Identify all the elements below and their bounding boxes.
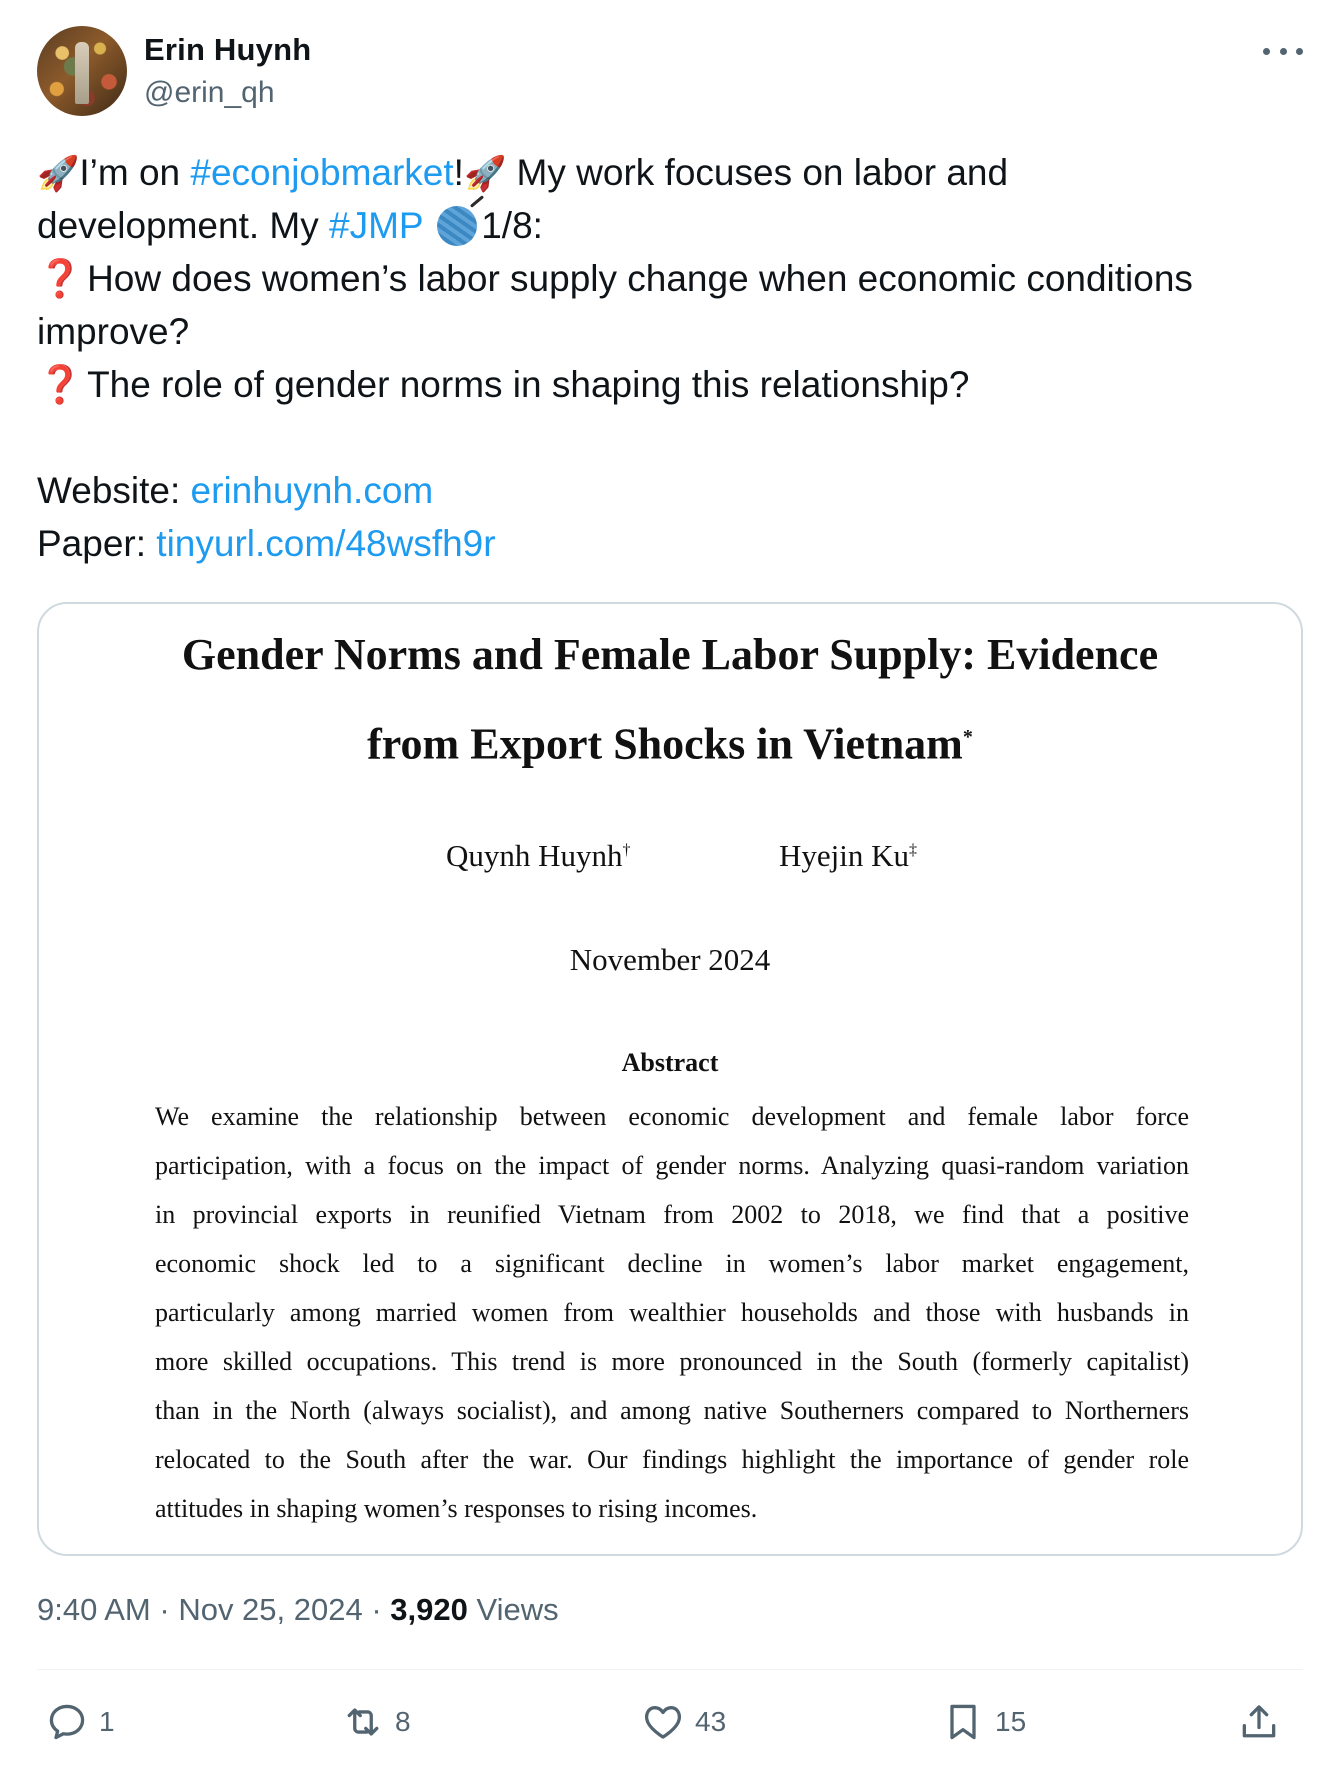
tweet-header: [37, 26, 1303, 118]
text-segment: How does women’s labor supply change when economic conditions: [87, 258, 1193, 299]
question-mark-icon: ❓: [37, 363, 84, 406]
abstract-line: We examine the relationship between economic development and female labor force: [155, 1102, 1189, 1131]
author-handle[interactable]: @erin_qh: [144, 76, 275, 109]
views-count: 3,920: [390, 1592, 468, 1627]
text-segment: My work focuses on labor and: [506, 152, 1009, 193]
paper-screenshot: [39, 602, 1301, 1523]
paper-date: November 2024: [569, 942, 771, 977]
title-footnote-mark: *: [962, 726, 973, 748]
yarn-icon: [437, 206, 477, 246]
text-segment: I’m on: [79, 152, 191, 193]
reply-icon: [45, 1700, 89, 1744]
views-label: Views: [467, 1592, 559, 1627]
author-name[interactable]: Erin Huynh: [144, 32, 312, 67]
avatar[interactable]: [37, 26, 127, 116]
text-segment: !: [453, 152, 464, 193]
website-link[interactable]: erinhuynh.com: [190, 470, 434, 511]
text-line-5: [37, 358, 1303, 411]
tweet-text: [37, 146, 1303, 570]
text-line-website: [37, 464, 1303, 517]
abstract-line: more skilled occupations. This trend is more pronounced in the South (formerly capitalist): [155, 1347, 1189, 1376]
rocket-icon: 🚀: [463, 154, 507, 194]
post-date[interactable]: Nov 25, 2024: [178, 1592, 363, 1627]
text-segment: development. My: [37, 205, 330, 246]
hashtag-jmp[interactable]: #JMP: [329, 205, 423, 246]
like-button[interactable]: [641, 1696, 726, 1748]
author-2-name: Hyejin Ku: [779, 838, 910, 873]
text-line-paper: [37, 517, 1303, 570]
text-line-4: [37, 305, 1303, 358]
more-options-icon[interactable]: [1263, 36, 1303, 66]
paper-title-line-2: [39, 696, 1301, 786]
bookmark-count: 15: [995, 1706, 1027, 1737]
abstract-line: economic shock led to a significant decline in women’s labor market engagement,: [155, 1249, 1189, 1278]
paper-title-line-2-text: from Export Shocks in Vietnam: [367, 719, 963, 769]
abstract-heading: Abstract: [621, 1048, 719, 1077]
website-label: Website:: [37, 470, 191, 511]
repost-icon: [341, 1700, 385, 1744]
paper-author-1: [446, 838, 631, 874]
paper-link[interactable]: tinyurl.com/48wsfh9r: [156, 523, 496, 564]
paper-title: [39, 614, 1301, 786]
abstract-line: than in the North (always socialist), and among native Southerners compared to Northerners: [155, 1396, 1189, 1425]
author-2-mark: ‡: [909, 841, 918, 859]
like-count: 43: [695, 1706, 727, 1737]
abstract-line: participation, with a focus on the impact of gender norms. Analyzing quasi-random variation: [155, 1151, 1189, 1180]
text-segment: improve?: [37, 311, 190, 352]
attached-image[interactable]: [37, 602, 1303, 1556]
abstract-line: in provincial exports in reunified Vietnam from 2002 to 2018, we find that a positive: [155, 1200, 1189, 1229]
meta-separator: ·: [150, 1592, 179, 1627]
share-button[interactable]: [1237, 1696, 1281, 1748]
repost-button[interactable]: [341, 1696, 411, 1748]
tweet: [37, 0, 1303, 1773]
repost-count: 8: [395, 1706, 411, 1737]
author-1-name: Quynh Huynh: [446, 838, 623, 873]
action-bar: [37, 1696, 1303, 1748]
rocket-icon: 🚀: [37, 154, 80, 194]
share-icon: [1237, 1700, 1281, 1744]
heart-icon: [641, 1700, 685, 1744]
tweet-meta: [37, 1592, 559, 1628]
reply-button[interactable]: [45, 1696, 115, 1748]
meta-separator: ·: [362, 1592, 391, 1627]
abstract-line: attitudes in shaping women’s responses to rising incomes.: [155, 1494, 758, 1523]
post-time[interactable]: 9:40 AM: [37, 1592, 151, 1627]
divider: [37, 1669, 1303, 1670]
paper-title-line-1: Gender Norms and Female Labor Supply: Evidence: [181, 630, 1159, 679]
text-segment: The role of gender norms in shaping this relationship?: [87, 364, 970, 405]
avatar-figure: [75, 42, 89, 104]
reply-count: 1: [99, 1706, 115, 1737]
paper-author-2: [779, 838, 917, 874]
text-line-blank: [37, 411, 1303, 464]
text-line-2: [37, 199, 1303, 252]
bookmark-button[interactable]: [941, 1696, 1026, 1748]
abstract-line: relocated to the South after the war. Our findings highlight the importance of gender role: [155, 1445, 1189, 1474]
bookmark-icon: [941, 1700, 985, 1744]
abstract-text: [155, 1092, 1189, 1533]
hashtag-econjobmarket[interactable]: #econjobmarket: [190, 152, 454, 193]
abstract-line: particularly among married women from wealthier households and those with husbands in: [155, 1298, 1189, 1327]
text-segment: 1/8:: [481, 205, 543, 246]
question-mark-icon: ❓: [37, 257, 84, 300]
text-line-3: [37, 252, 1303, 305]
paper-label: Paper:: [37, 523, 157, 564]
author-1-mark: †: [622, 841, 631, 859]
text-line-1: [37, 146, 1303, 199]
